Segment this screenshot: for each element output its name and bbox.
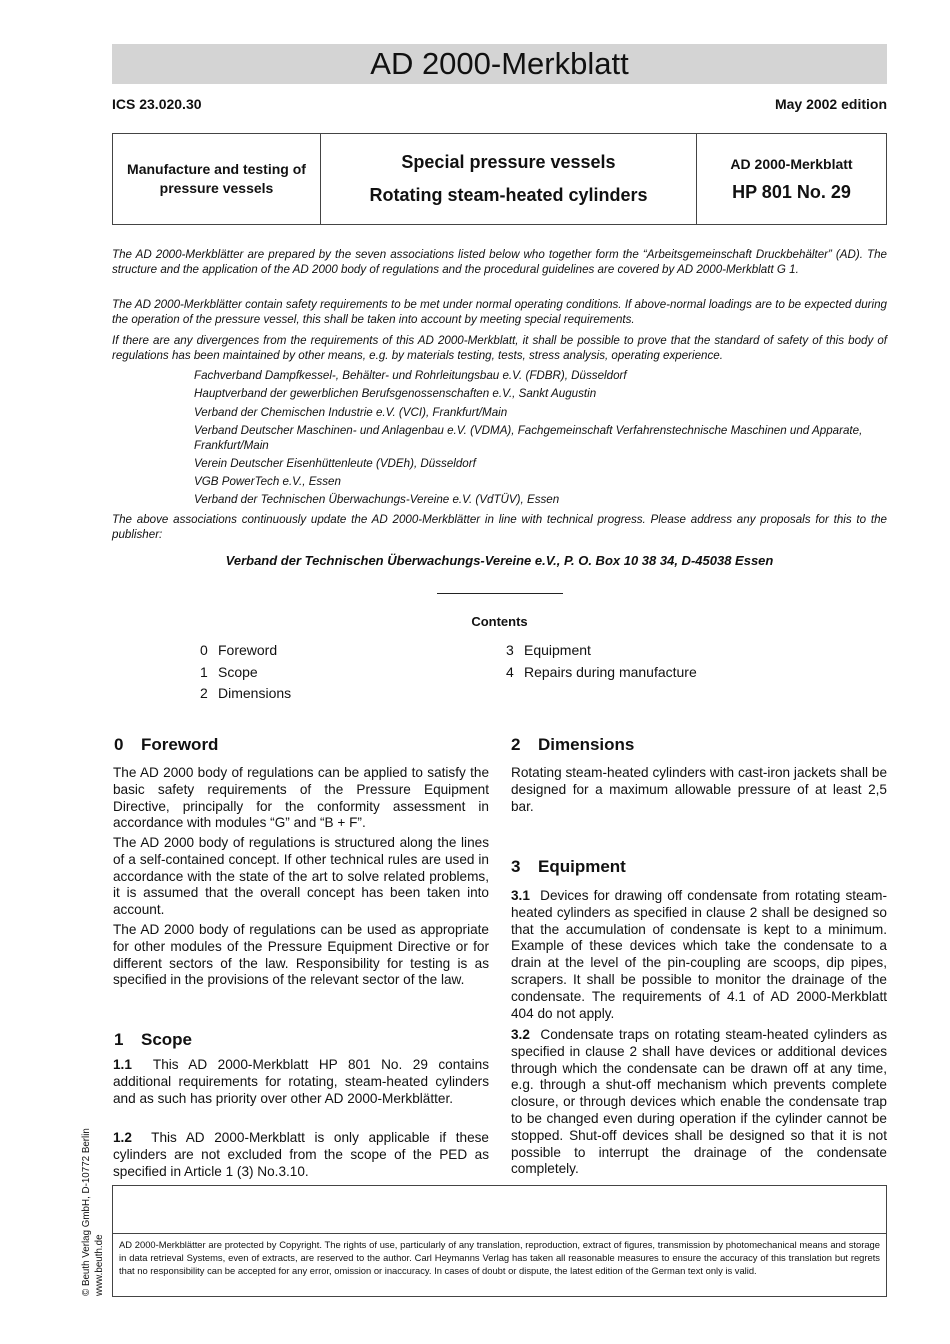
section-heading-equipment: 3 Equipment: [511, 857, 626, 876]
toc-column-left: [200, 640, 291, 705]
edition-date: May 2002 edition: [774, 96, 887, 112]
toc-item[interactable]: 0 Foreword: [200, 642, 278, 658]
foreword-paragraph-2: The AD 2000 body of regulations is structured along the lines of a self-contained concept. If other technical rules are used in accordance with the state of the art to solve related problems, it is assumed that the overall concept has been taken into account.: [113, 835, 489, 918]
association-item: Verband Deutscher Maschinen- und Anlagenbau e.V. (VDMA), Fachgemeinschaft Verfahrenstechnische Maschinen und Apparate, Frankfurt/Main: [194, 424, 863, 452]
toc-column-right: [506, 640, 697, 683]
header-document-id: [697, 134, 886, 224]
header-subject: [321, 134, 697, 224]
header-subject-line1: Special pressure vessels: [401, 152, 616, 172]
intro-paragraph-2: The AD 2000-Merkblätter contain safety requirements to be met under normal operating conditions. If above-normal loadings are to be expected during the operation of the pressure vessel, this shall be taken into account by meeting special requirements.: [112, 298, 887, 326]
side-note-line2: www.beuth.de: [94, 1234, 105, 1296]
publisher-side-note: [80, 1096, 106, 1296]
header-table: [112, 133, 887, 225]
header-doc-number: HP 801 No. 29: [732, 181, 851, 202]
association-item: Verband der Chemischen Industrie e.V. (VCI), Frankfurt/Main: [194, 406, 508, 419]
association-item: Hauptverband der gewerblichen Berufsgenossenschaften e.V., Sankt Augustin: [194, 387, 597, 400]
ics-code: ICS 23.020.30: [112, 96, 202, 112]
association-item: VGB PowerTech e.V., Essen: [194, 475, 341, 488]
toc-item[interactable]: 3 Equipment: [506, 642, 591, 658]
association-item: Verband der Technischen Überwachungs-Vereine e.V. (VdTÜV), Essen: [194, 493, 560, 506]
equipment-paragraph-3-2: 3.2 Condensate traps on rotating steam-heated cylinders as specified in clause 2 shall have devices or additional devices through which the condensate can be drawn off at any time, e.g. through a shut-off mechanism which prevents complete closure, or through devices which enable the condensate trap to be changed even during operation if the cylinder cannot be stopped. Shut-off devices shall be designed so that it is not possible to interrupt the drainage of the condensate completely.: [511, 1027, 887, 1177]
equipment-paragraph-3-1: 3.1 Devices for drawing off condensate from rotating steam-heated cylinders as specified in clause 2 shall be designed so that the accumulation of condensate is kept to a minimum. Example of these devices which take the condensate to a drain at the level of the pin-coupling are scoops, dip pipes, scrapers. It shall be possible to monitor the drainage of the condensate. The requirements of 4.1 of AD 2000-Merkblatt 404 do not apply.: [511, 888, 887, 1021]
toc-item[interactable]: 4 Repairs during manufacture: [506, 663, 697, 680]
toc-item[interactable]: 2 Dimensions: [200, 685, 292, 701]
association-item: Verein Deutscher Eisenhüttenleute (VDEh), Düsseldorf: [194, 457, 476, 470]
header-doc-series: AD 2000-Merkblatt: [730, 155, 853, 172]
section-heading-dimensions: 2 Dimensions: [511, 735, 635, 754]
scope-paragraph-1-2: 1.2 This AD 2000-Merkblatt is only applicable if these cylinders are not excluded from the scope of the PED as specified in Article 1 (3) No.3.10.: [113, 1130, 489, 1179]
publisher-address: Verband der Technischen Überwachungs-Vereine e.V., P. O. Box 10 38 34, D-45038 Essen: [225, 553, 774, 568]
copyright-notice: AD 2000-Merkblätter are protected by Copyright. The rights of use, particularly of any translation, reproduction, extract of figures, transmission by photomechanical means and storage in data retrieval Systems, even of extracts, are reserved to the author. Carl Heymanns Verlag has taken all reasonable measures to ensure the accuracy of this translation but regrets that no responsibility can be accepted for any error, omission or inaccuracy. In cases of doubt or dispute, the latest edition of the German text only is valid.: [119, 1239, 880, 1277]
document-title: AD 2000-Merkblatt: [112, 44, 887, 84]
copyright-box-divider: [113, 1233, 886, 1234]
intro-paragraph-4: The above associations continuously update the AD 2000-Merkblätter in line with technical progress. Please address any proposals for this to the publisher:: [112, 513, 887, 541]
separator-line: [437, 593, 563, 594]
foreword-paragraph-3: The AD 2000 body of regulations can be used as appropriate for other modules of the Pressure Equipment Directive or for different sectors of the law. Responsibility for testing is as specified in the provisions of the relevant sector of the law.: [113, 922, 489, 988]
side-note-line1: © Beuth Verlag GmbH, D-10772 Berlin: [81, 1128, 92, 1296]
dimensions-paragraph: Rotating steam-heated cylinders with cast-iron jackets shall be designed for a maximum allowable pressure of at least 2,5 bar.: [511, 765, 887, 814]
header-subject-line2: Rotating steam-heated cylinders: [369, 185, 648, 205]
copyright-box: [112, 1185, 887, 1297]
intro-paragraph-3: If there are any divergences from the requirements of this AD 2000-Merkblatt, it shall be possible to prove that the standard of safety of this body of regulations has been maintained by other means, e.g. by materials testing, tests, stress analysis, operating experience.: [112, 334, 887, 362]
section-heading-foreword: 0 Foreword: [114, 735, 219, 754]
association-item: Fachverband Dampfkessel-, Behälter- und Rohrleitungsbau e.V. (FDBR), Düsseldorf: [194, 369, 627, 382]
toc-item[interactable]: 1 Scope: [200, 663, 258, 680]
scope-paragraph-1-1: 1.1 This AD 2000-Merkblatt HP 801 No. 29 contains additional requirements for rotating, steam-heated cylinders and as such has priority over other AD 2000-Merkblätter.: [113, 1057, 489, 1106]
header-category: Manufacture and testing of pressure vessels: [113, 134, 321, 224]
intro-paragraph-1: The AD 2000-Merkblätter are prepared by the seven associations listed below who together form the “Arbeitsgemeinschaft Druckbehälter” (AD). The structure and the application of the AD 2000 body of regulations and the procedural guidelines are covered by AD 2000-Merkblatt G 1.: [112, 248, 887, 276]
contents-title: Contents: [471, 614, 528, 629]
foreword-paragraph-1: The AD 2000 body of regulations can be applied to satisfy the basic safety requirements of the Pressure Equipment Directive, principally for the conformity assessment in accordance with modules “G” and “B + F”.: [113, 765, 489, 831]
section-heading-scope: 1 Scope: [114, 1030, 193, 1049]
